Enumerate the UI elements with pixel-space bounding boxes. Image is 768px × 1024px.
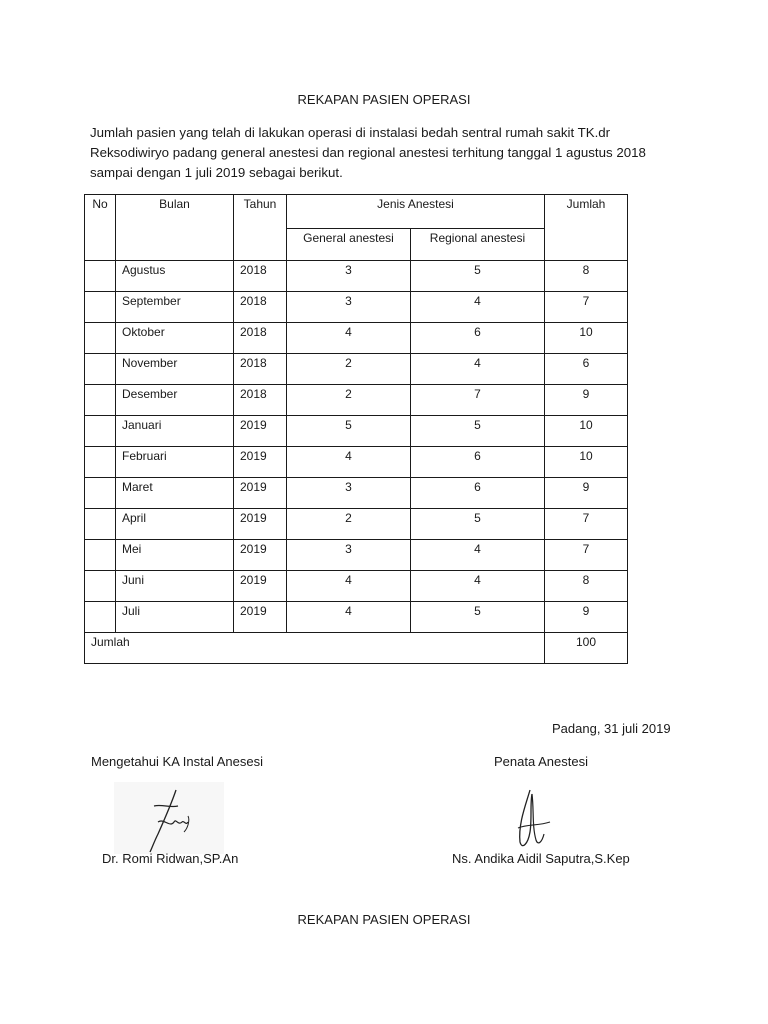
table-row <box>85 323 628 354</box>
cell-jumlah: 9 <box>545 385 628 416</box>
cell-general: 4 <box>287 323 411 354</box>
cell-regional: 4 <box>411 354 545 385</box>
cell-general: 3 <box>287 540 411 571</box>
table-total-row <box>85 633 628 664</box>
cell-tahun: 2018 <box>234 323 287 354</box>
cell-general: 3 <box>287 292 411 323</box>
cell-bulan: Juli <box>116 602 234 633</box>
cell-general: 5 <box>287 416 411 447</box>
table-row <box>85 292 628 323</box>
header-jenis-anestesi: Jenis Anestesi <box>287 195 545 229</box>
cell-regional: 5 <box>411 509 545 540</box>
table-row <box>85 416 628 447</box>
cell-bulan: Agustus <box>116 261 234 292</box>
header-tahun: Tahun <box>234 195 287 261</box>
cell-general: 3 <box>287 478 411 509</box>
cell-bulan: Oktober <box>116 323 234 354</box>
cell-jumlah: 9 <box>545 478 628 509</box>
cell-no <box>85 323 116 354</box>
cell-regional: 6 <box>411 323 545 354</box>
header-no: No <box>85 195 116 261</box>
header-bulan: Bulan <box>116 195 234 261</box>
cell-jumlah: 8 <box>545 571 628 602</box>
cell-no <box>85 416 116 447</box>
cell-regional: 4 <box>411 540 545 571</box>
cell-general: 2 <box>287 385 411 416</box>
cell-tahun: 2019 <box>234 447 287 478</box>
cell-regional: 6 <box>411 478 545 509</box>
cell-tahun: 2019 <box>234 416 287 447</box>
cell-jumlah: 9 <box>545 602 628 633</box>
cell-regional: 5 <box>411 602 545 633</box>
cell-no <box>85 354 116 385</box>
cell-no <box>85 385 116 416</box>
cell-jumlah: 7 <box>545 292 628 323</box>
cell-bulan: Februari <box>116 447 234 478</box>
table-row <box>85 602 628 633</box>
cell-general: 4 <box>287 447 411 478</box>
document-title-repeat: REKAPAN PASIEN OPERASI <box>297 912 471 927</box>
recap-table <box>84 194 628 664</box>
table-row <box>85 385 628 416</box>
cell-no <box>85 292 116 323</box>
table-row <box>85 540 628 571</box>
cell-tahun: 2018 <box>234 261 287 292</box>
cell-tahun: 2018 <box>234 385 287 416</box>
cell-tahun: 2019 <box>234 571 287 602</box>
right-signer-role: Penata Anestesi <box>494 754 588 769</box>
cell-regional: 4 <box>411 292 545 323</box>
cell-tahun: 2018 <box>234 354 287 385</box>
header-regional-anestesi: Regional anestesi <box>411 229 545 261</box>
cell-general: 4 <box>287 602 411 633</box>
cell-bulan: Desember <box>116 385 234 416</box>
cell-jumlah: 7 <box>545 509 628 540</box>
cell-tahun: 2018 <box>234 292 287 323</box>
cell-no <box>85 261 116 292</box>
table-row <box>85 571 628 602</box>
left-signer-name: Dr. Romi Ridwan,SP.An <box>102 851 239 866</box>
table-row <box>85 447 628 478</box>
cell-no <box>85 447 116 478</box>
cell-bulan: Maret <box>116 478 234 509</box>
cell-tahun: 2019 <box>234 540 287 571</box>
cell-regional: 6 <box>411 447 545 478</box>
cell-no <box>85 540 116 571</box>
cell-regional: 5 <box>411 261 545 292</box>
place-date: Padang, 31 juli 2019 <box>552 721 671 736</box>
cell-bulan: Juni <box>116 571 234 602</box>
cell-no <box>85 478 116 509</box>
cell-tahun: 2019 <box>234 478 287 509</box>
cell-jumlah: 10 <box>545 416 628 447</box>
cell-general: 3 <box>287 261 411 292</box>
intro-paragraph: Jumlah pasien yang telah di lakukan operasi di instalasi bedah sentral rumah sakit TK.dr Reksodiwiryo padang general anestesi dan regional anestesi terhitung tanggal 1 agustus 2018 sampai dengan 1 juli 2019 sebagai berikut. <box>90 125 646 180</box>
cell-jumlah: 8 <box>545 261 628 292</box>
cell-bulan: Mei <box>116 540 234 571</box>
cell-bulan: April <box>116 509 234 540</box>
cell-regional: 4 <box>411 571 545 602</box>
left-signer-role: Mengetahui KA Instal Anesesi <box>91 754 264 769</box>
cell-no <box>85 602 116 633</box>
header-general-anestesi: General anestesi <box>287 229 411 261</box>
cell-general: 2 <box>287 509 411 540</box>
cell-no <box>85 571 116 602</box>
right-signer-name: Ns. Andika Aidil Saputra,S.Kep <box>452 851 630 866</box>
table-row <box>85 478 628 509</box>
cell-jumlah: 10 <box>545 447 628 478</box>
cell-bulan: Januari <box>116 416 234 447</box>
cell-bulan: November <box>116 354 234 385</box>
cell-bulan: September <box>116 292 234 323</box>
total-label: Jumlah <box>85 633 545 664</box>
table-row <box>85 261 628 292</box>
table-row <box>85 354 628 385</box>
table-header-row <box>85 195 628 229</box>
total-value: 100 <box>545 633 628 664</box>
cell-regional: 7 <box>411 385 545 416</box>
left-signature-image <box>114 782 224 854</box>
cell-regional: 5 <box>411 416 545 447</box>
header-jumlah: Jumlah <box>545 195 628 261</box>
cell-jumlah: 10 <box>545 323 628 354</box>
cell-no <box>85 509 116 540</box>
table-row <box>85 509 628 540</box>
cell-general: 2 <box>287 354 411 385</box>
cell-jumlah: 6 <box>545 354 628 385</box>
cell-general: 4 <box>287 571 411 602</box>
cell-tahun: 2019 <box>234 602 287 633</box>
document-title: REKAPAN PASIEN OPERASI <box>297 92 471 107</box>
cell-jumlah: 7 <box>545 540 628 571</box>
cell-tahun: 2019 <box>234 509 287 540</box>
right-signature-image <box>508 784 554 854</box>
